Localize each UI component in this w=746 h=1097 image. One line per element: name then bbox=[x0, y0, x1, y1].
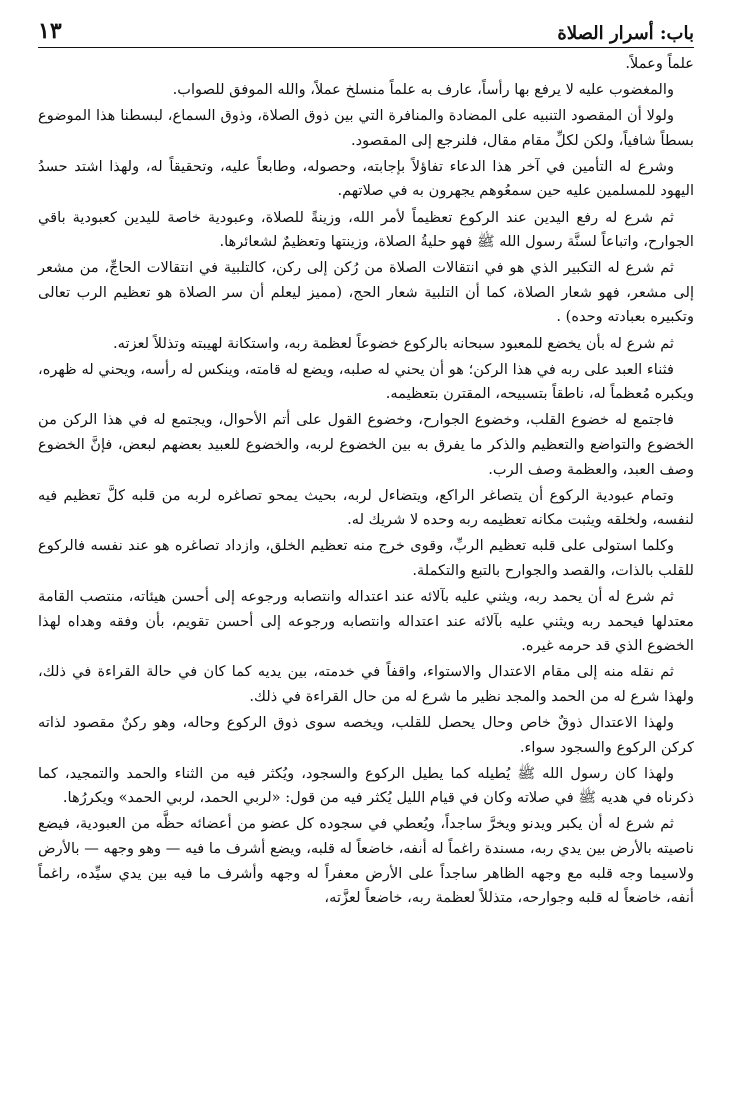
paragraph: ثم شرع له أن يحمد ربه، ويثني عليه بآلائه عند اعتداله وانتصابه ورجوعه إلى أحسن هيئاته، منتصب القامة معتدلها فيحمد ربه ويثني عليه بآلائه عند اعتداله وانتصابه ورجوعه إلى أحسن تقويم، بأن وفقه وهداه لهذا الخضوع الذي قد حرمه غيره. bbox=[38, 587, 694, 655]
paragraph: فثناء العبد على ربه في هذا الركن؛ هو أن يحني له صلبه، ويضع له قامته، وينكس له رأسه، ويحني له ظهره، ويكبره مُعظماً له، ناطقاً بتسبيحه، المقترن بتعظيمه. bbox=[38, 360, 694, 403]
page-number: ١٣ bbox=[38, 18, 62, 44]
paragraph: ولهذا كان رسول الله ﷺ يُطيله كما يطيل الركوع والسجود، ويُكثر فيه من الثناء والحمد والتمجيد، كما ذكرناه في هديه ﷺ في صلاته وكان في قيام الليل يُكثر فيه من قول: «لربي الحمد، لربي الحمد» ويكررُها. bbox=[38, 764, 694, 807]
paragraph: ثم شرع له أن يكبر ويدنو ويخرَّ ساجداً، ويُعطي في سجوده كل عضو من أعضائه حظَّه من العبودية، فيضع ناصيته بالأرض بين يدي ربه، مسندة راغماً له أنفه، خاضعاً له قلبه، ويضع أشرف ما فيه — وهو وجهه — بالأرض ولاسيما وجه قلبه مع وجهه الظاهر ساجداً على الأرض معفراً له وجهه وأشرف ما فيه بين يدي سيِّده، راغماً أنفه، خاضعاً له قلبه وجوارحه، متذللاً لعظمة ربه، خاضعاً لعزَّته، bbox=[38, 815, 694, 907]
paragraph: والمغضوب عليه لا يرفع بها رأساً، عارف به علماً منسلخ عملاً، والله الموفق للصواب. bbox=[172, 81, 674, 99]
paragraph: ثم شرع له بأن يخضع للمعبود سبحانه بالركوع خضوعاً لعظمة ربه، واستكانة لهيبته وتذللاً لعزته. bbox=[113, 334, 674, 352]
paragraph: فاجتمع له خضوع القلب، وخضوع الجوارح، وخضوع القول على أتم الأحوال، ويجتمع له في هذا الركن من الخضوع والتواضع والتعظيم والذكر ما يفرق به بين الخضوع لربه، والخضوع للعبيد بعضهم لبعض، فإنَّ الخضوع وصف العبد، والعظمة وصف الرب. bbox=[38, 411, 694, 478]
paragraph: وتمام عبودية الركوع أن يتصاغر الراكع، ويتضاءل لربه، بحيث يمحو تصاغره لربه من قلبه كلَّ تعظيم فيه لنفسه، ولخلقه ويثبت مكانه تعظيمه ربه وحده لا شريك له. bbox=[38, 486, 694, 529]
paragraph: ولهذا الاعتدال ذوقٌ خاص وحال يحصل للقلب، ويخصه سوى ذوق الركوع وحاله، وهو ركنٌ مقصود لذاته كركن الركوع والسجود سواء. bbox=[38, 713, 694, 756]
paragraph: علماً وعملاً. bbox=[625, 55, 694, 72]
paragraph: ثم شرع له التكبير الذي هو في انتقالات الصلاة من رُكن إلى ركن، كالتلبية في انتقالات الحاجِّ، من مشعر إلى مشعر، فهو شعار الصلاة، كما أن التلبية شعار الحج، (مميز ليعلم أن سر الصلاة هو تعظيم الرب تعالى وتكبيره بعبادته وحده) . bbox=[38, 259, 694, 326]
page-header bbox=[38, 18, 694, 48]
chapter-title: باب: أسرار الصلاة bbox=[557, 23, 694, 44]
paragraph: وشرع له التأمين في آخر هذا الدعاء تفاؤلاً بإجابته، وحصوله، وطابعاً عليه، وتحقيقاً له، ولهذا اشتد حسدُ اليهود للمسلمين عليه حين سمعُوهم يجهرون به في صلاتهم. bbox=[38, 157, 694, 200]
paragraph: ولولا أن المقصود التنبيه على المضادة والمنافرة التي بين ذوق الصلاة، وذوق السماع، لبسطنا هذا الموضوع بسطاً شافياً، ولكن لكلِّ مقام مقال، فلنرجع إلى المقصود. bbox=[38, 107, 694, 149]
paragraph: ثم شرع له رفع اليدين عند الركوع تعظيماً لأمر الله، وزينةً للصلاة، وعبودية خاصة لليدين كعبودية باقي الجوارح، واتباعاً لسنَّة رسول الله ﷺ فهو حليةُ الصلاة، وزينتها وتعظيمٌ لشعائرها. bbox=[38, 208, 694, 251]
paragraph: ثم نقله منه إلى مقام الاعتدال والاستواء، واقفاً في خدمته، بين يديه كما كان في حالة القراءة في ذلك، ولهذا شرع له من الحمد والمجد نظير ما شرع له من حال القراءة في ذلك. bbox=[38, 663, 694, 705]
paragraph: وكلما استولى على قلبه تعظيم الربِّ، وقوى خرج منه تعظيم الخلق، وازداد تصاغره هو عند نفسه فالركوع للقلب بالذات، والقصد والجوارح بالتبع والتكملة. bbox=[38, 537, 694, 579]
page-body bbox=[38, 52, 694, 911]
